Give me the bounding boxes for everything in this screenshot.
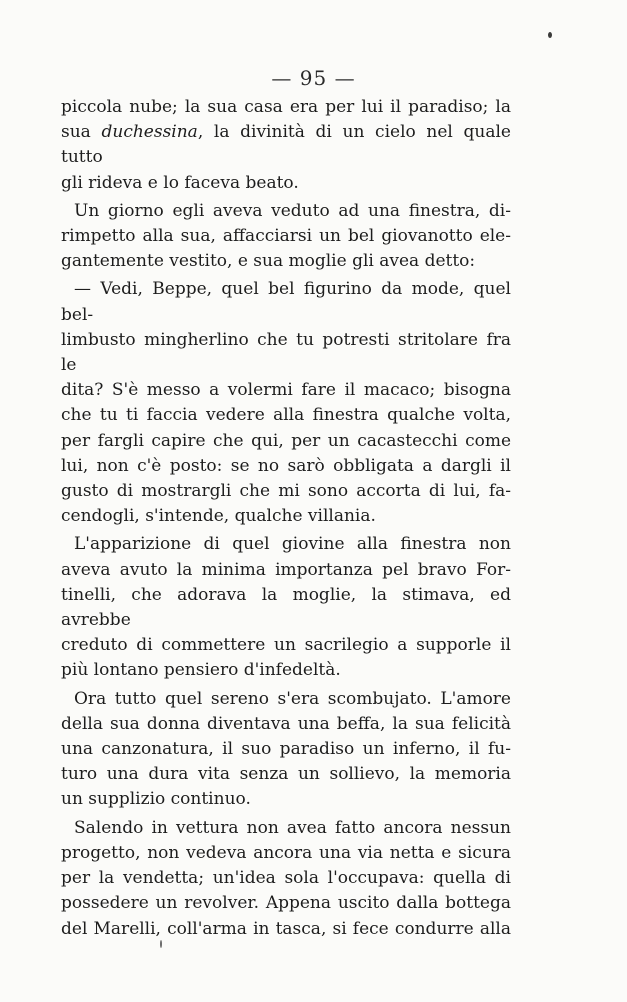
text-line: Salendo in vettura non avea fatto ancora nessun — [74, 817, 511, 838]
text-line: aveva avuto la minima importanza pel bravo For- — [61, 559, 511, 580]
text-line: una canzonatura, il suo paradiso un inferno, il fu- — [61, 739, 511, 760]
text-line: progetto, non vedeva ancora una via netta e sicura — [61, 842, 511, 863]
text-line: per la vendetta; un'idea sola l'occupava: quella di — [61, 868, 511, 889]
text-line: lui, non c'è posto: se no sarò obbligata a dargli il — [61, 455, 511, 476]
text-line: Un giorno egli aveva veduto ad una finestra, di- — [74, 200, 511, 221]
text-line: turo una dura vita senza un sollievo, la memoria — [61, 764, 511, 785]
text-line: rimpetto alla sua, affacciarsi un bel giovanotto ele- — [61, 226, 511, 247]
text-line: — Vedi, Beppe, quel bel figurino da mode, quel bel- — [61, 279, 511, 325]
text-line: L'apparizione di quel giovine alla finestra non — [74, 534, 511, 555]
text-line: per fargli capire che qui, per un cacastecchi come — [61, 430, 511, 451]
scan-speck — [548, 32, 552, 38]
text-line: tinelli, che adorava la moglie, la stimava, ed avrebbe — [61, 584, 511, 631]
text-line: creduto di commettere un sacrilegio a supporle il — [61, 635, 511, 656]
body-text — [61, 95, 511, 942]
text-line: Ora tutto quel sereno s'era scombujato. L'amore — [74, 688, 511, 709]
text-line: che tu ti faccia vedere alla finestra qualche volta, — [61, 405, 511, 426]
text-line: gli rideva e lo faceva beato. — [61, 172, 299, 193]
text-line: più lontano pensiero d'infedeltà. — [61, 660, 341, 681]
text-line: limbusto mingherlino che tu potresti stritolare fra le — [61, 329, 511, 376]
text-line: un supplizio continuo. — [61, 789, 251, 810]
page-number: — 95 — — [271, 66, 356, 90]
scan-speck — [160, 940, 162, 948]
text-line — [61, 120, 511, 170]
text-fragment: , la divinità di un cielo nel quale tutto — [61, 122, 511, 168]
text-line: piccola nube; la sua casa era per lui il paradiso; la — [61, 97, 511, 117]
text-line: dita? S'è messo a volermi fare il macaco; bisogna — [61, 380, 511, 401]
text-fragment: sua — [61, 122, 102, 143]
text-line: della sua donna diventava una beffa, la sua felicità — [61, 713, 511, 734]
text-line: gantemente vestito, e sua moglie gli avea detto: — [61, 251, 476, 272]
italic-word: duchessina — [101, 122, 198, 143]
text-line: gusto di mostrargli che mi sono accorta di lui, fa- — [61, 481, 511, 502]
text-line: cendogli, s'intende, qualche villania. — [61, 506, 376, 527]
text-line: del Marelli, coll'arma in tasca, si fece condurre alla — [61, 918, 511, 939]
text-line: possedere un revolver. Appena uscito dalla bottega — [61, 893, 511, 914]
